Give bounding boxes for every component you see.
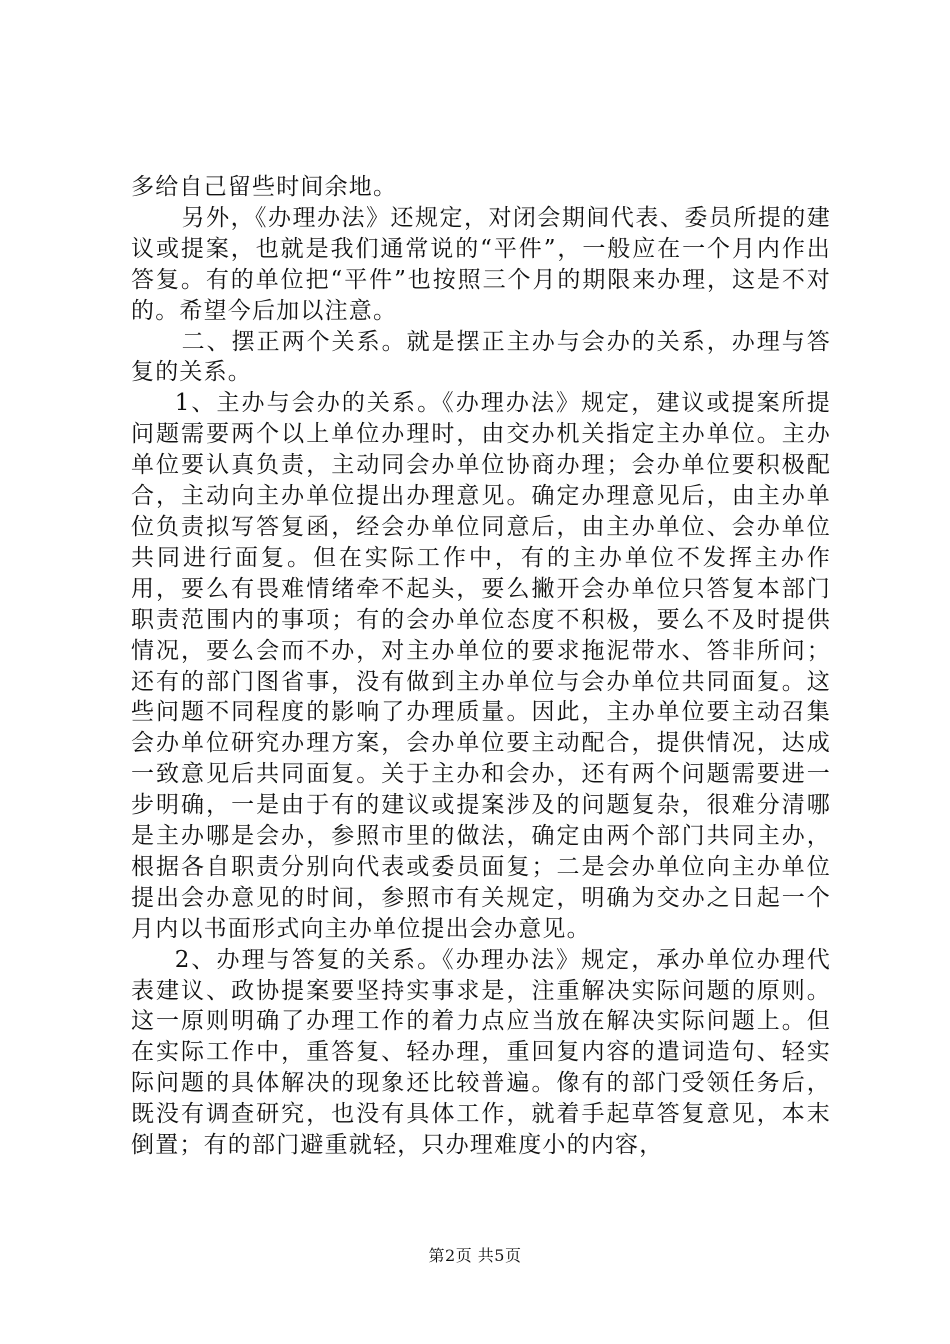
page-footer: 第2页 共5页 [428,1246,522,1265]
paragraph-response-deadline: 另外，《办理办法》还规定，对闭会期间代表、委员所提的建议或提案，也就是我们通常说的“平件”，一般应在一个月内作出答复。有的单位把“平件”也按照三个月的期限来办理，这是不对的。希望今后加以注意。 [131,204,831,324]
document-body [131,172,831,1161]
paragraph-continuation: 多给自己留些时间余地。 [131,174,398,200]
paragraph-handling-and-reply: 2、办理与答复的关系。《办理办法》规定，承办单位办理代表建议、政协提案要坚持实事求是，注重解决实际问题的原则。这一原则明确了办理工作的着力点应当放在解决实际问题上。但在实际工作中，重答复、轻办理，重回复内容的遣词造句、轻实际问题的具体解决的现象还比较普遍。像有的部门受领任务后，既没有调查研究，也没有具体工作，就着手起草答复意见，本末倒置；有的部门避重就轻，只办理难度小的内容， [131,946,831,1159]
paragraph-lead-and-assist: 1、主办与会办的关系。《办理办法》规定，建议或提案所提问题需要两个以上单位办理时，由交办机关指定主办单位。主办单位要认真负责，主动同会办单位协商办理；会办单位要积极配合，主动向主办单位提出办理意见。确定办理意见后，由主办单位负责拟写答复函，经会办单位同意后，由主办单位、会办单位共同进行面复。但在实际工作中，有的主办单位不发挥主办作用，要么有畏难情绪牵不起头，要么撇开会办单位只答复本部门职责范围内的事项；有的会办单位态度不积极，要么不及时提供情况，要么会而不办，对主办单位的要求拖泥带水、答非所问；还有的部门图省事，没有做到主办单位与会办单位共同面复。这些问题不同程度的影响了办理质量。因此，主办单位要主动召集会办单位研究办理方案，会办单位要主动配合，提供情况，达成一致意见后共同面复。关于主办和会办，还有两个问题需要进一步明确，一是由于有的建议或提案涉及的问题复杂，很难分清哪是主办哪是会办，参照市里的做法，确定由两个部门共同主办，根据各自职责分别向代表或委员面复；二是会办单位向主办单位提出会办意见的时间，参照市有关规定，明确为交办之日起一个月内以书面形式向主办单位提出会办意见。 [131,390,831,942]
paragraph-section-two-heading: 二、摆正两个关系。就是摆正主办与会办的关系，办理与答复的关系。 [131,328,831,386]
